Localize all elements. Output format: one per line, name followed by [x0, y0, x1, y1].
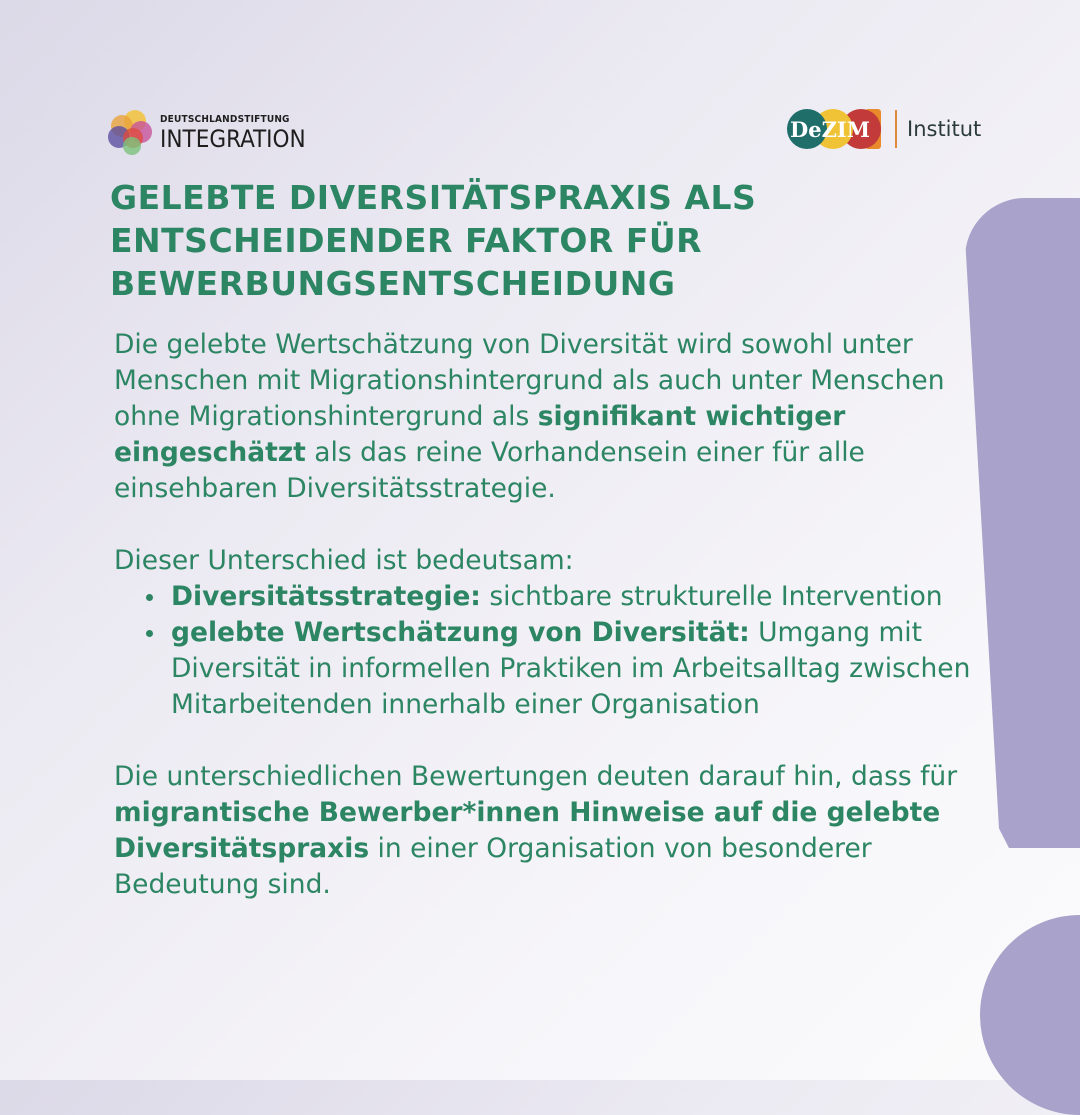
dezim-institut-label: Institut	[907, 117, 982, 141]
list-item	[114, 579, 974, 615]
decorative-exclamation-dot	[980, 915, 1080, 1115]
paragraph3-text-after: in einer Organisation von besonderer Bedeutung sind.	[114, 833, 872, 900]
paragraph-conclusion	[114, 759, 974, 903]
paragraph3-text-before: Die unterschiedlichen Bewertungen deuten darauf hin, dass für	[114, 761, 958, 792]
main-content	[114, 327, 974, 903]
page-title: GELEBTE DIVERSITÄTSPRAXIS ALS ENTSCHEIDENDER FAKTOR FÜR BEWERBUNGSENTSCHEIDUNG	[110, 178, 757, 303]
bullet-term: Diversitätsstrategie:	[171, 581, 481, 612]
paragraph1-bold: signifikant wichtiger eingeschätzt	[114, 401, 846, 468]
deutschlandstiftung-logo	[108, 108, 306, 158]
dsi-logo-icon	[108, 108, 156, 158]
difference-list	[114, 579, 974, 723]
paragraph1-text-before: Die gelebte Wertschätzung von Diversität wird sowohl unter Menschen mit Migrationshintergrund als auch unter Menschen ohne Migrationshintergrund als	[114, 329, 945, 432]
intro-line: Dieser Unterschied ist bedeutsam:	[114, 545, 574, 576]
dsi-logo-small-text: DEUTSCHLANDSTIFTUNG	[160, 114, 290, 125]
bullet-description: sichtbare strukturelle Intervention	[480, 581, 943, 612]
bullet-description: Umgang mit Diversität in informellen Praktiken im Arbeitsalltag zwischen Mitarbeitenden innerhalb einer Organisation	[171, 617, 971, 720]
bullet-term: gelebte Wertschätzung von Diversität:	[171, 617, 750, 648]
list-item	[114, 615, 974, 723]
paragraph3-bold: migrantische Bewerber*innen Hinweise auf die gelebte Diversitätspraxis	[114, 797, 941, 864]
dezim-logo-text: DeZIM	[790, 117, 870, 142]
decorative-exclamation-bar	[965, 198, 1080, 848]
dsi-logo-big-text: INTEGRATION	[160, 125, 306, 153]
paragraph-diversity-valuation	[114, 327, 974, 507]
dezim-logo	[785, 106, 981, 152]
dezim-logo-icon	[785, 106, 887, 152]
dezim-divider	[895, 110, 897, 148]
paragraph1-text-after: als das reine Vorhandensein einer für alle einsehbaren Diversitätsstrategie.	[114, 437, 865, 504]
